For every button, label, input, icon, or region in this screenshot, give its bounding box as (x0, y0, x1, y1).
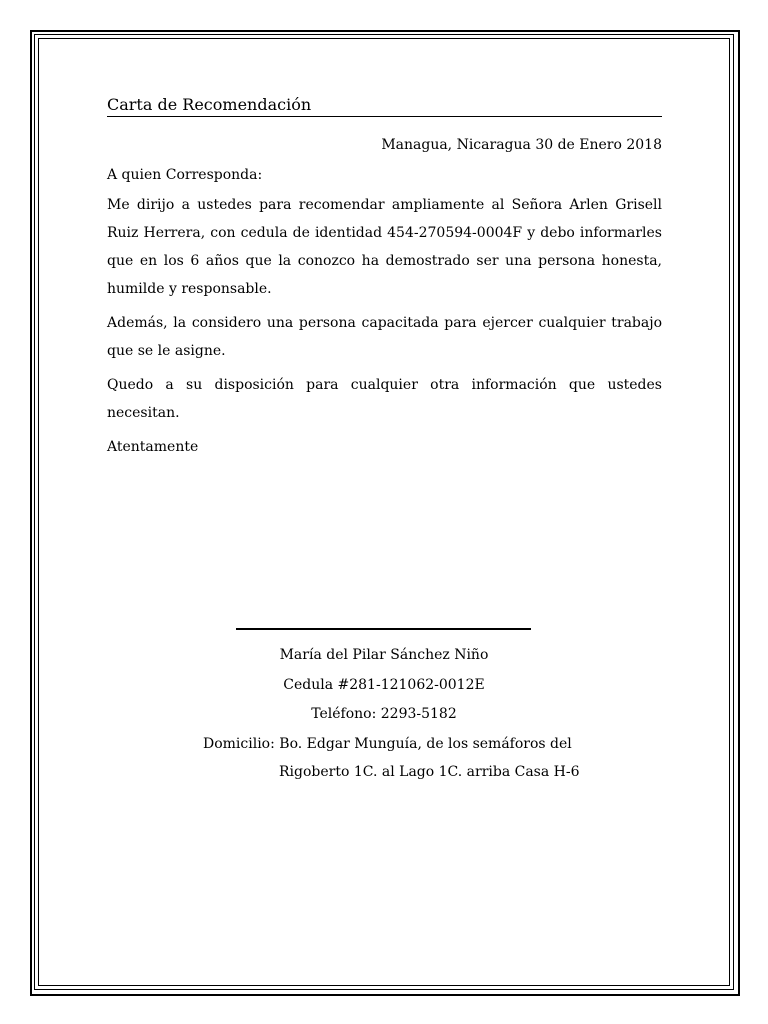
signer-address-line-2: Rigoberto 1C. al Lago 1C. arriba Casa H-6 (279, 764, 580, 780)
title-row (107, 92, 662, 117)
closing: Atentamente (107, 439, 199, 455)
signer-phone: Teléfono: 2293-5182 (311, 706, 457, 722)
signer-address-line-1: Domicilio: Bo. Edgar Munguía, de los semáforos del (203, 736, 572, 752)
paragraph-recommendation: Me dirijo a ustedes para recomendar ampliamente al Señora Arlen Grisell Ruiz Herrera, con cedula de identidad 454-270594-0004F y debo informarles que en los 6 años que la conozco ha demostrado ser una persona honesta, humilde y responsable. (107, 197, 662, 297)
paragraph-availability: Quedo a su disposición para cualquier otra información que ustedes necesitan. (107, 377, 662, 421)
signature-line (236, 628, 531, 630)
date-line: Managua, Nicaragua 30 de Enero 2018 (381, 137, 662, 153)
greeting: A quien Corresponda: (107, 167, 263, 183)
letter-title: Carta de Recomendación (107, 95, 312, 114)
letter-body (107, 92, 662, 461)
signer-id: Cedula #281-121062-0012E (283, 677, 485, 693)
paragraph-capability: Además, la considero una persona capacitada para ejercer cualquier trabajo que se le asigne. (107, 315, 662, 359)
signer-name: María del Pilar Sánchez Niño (279, 647, 489, 663)
